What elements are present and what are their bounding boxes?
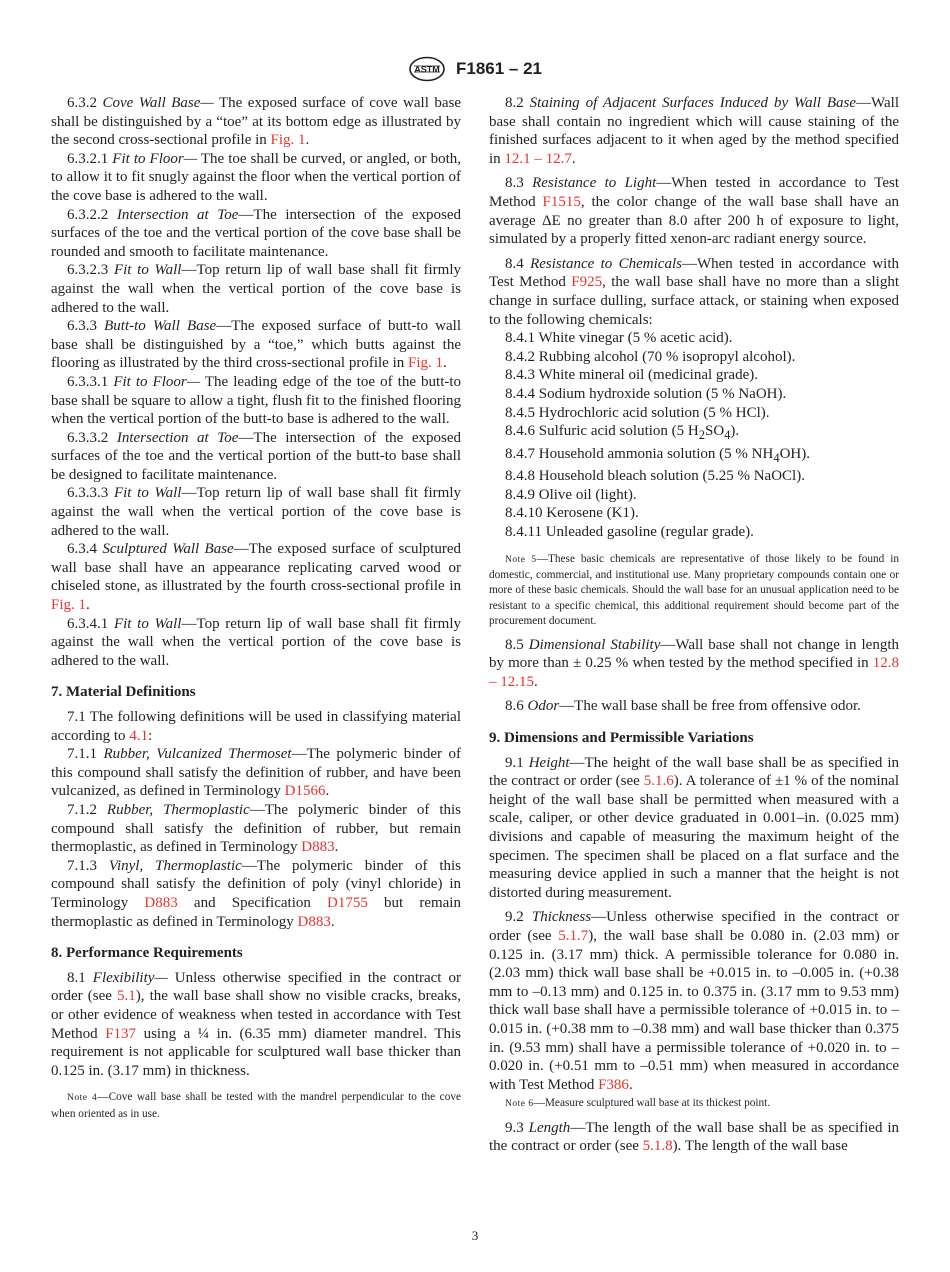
section-6-3-3-2: 6.3.3.2 Intersection at Toe—The intersection of the exposed surfaces of the toe and the vertical portion of the butt-to base shall be designed to facilitate maintenance. <box>51 429 461 483</box>
chemical-list <box>489 329 899 542</box>
heading-dimensions: 9. Dimensions and Permissible Variations <box>489 730 754 747</box>
section-6-3-2-2: 6.3.2.2 Intersection at Toe—The intersection of the exposed surfaces of the toe and the vertical portion of the cove base shall be rounded and smooth to facilitate maintenance. <box>51 206 461 260</box>
f137-link[interactable]: F137 <box>105 1025 137 1042</box>
section-8-4: 8.4 Resistance to Chemicals—When tested in accordance with Test Method F925, the wall base shall have no more than a slight change in surface dulling, surface attack, or staining when exposed to the following chemicals: <box>489 255 900 328</box>
note-5: Note 5—These basic chemicals are representative of those likely to be found in domestic, commercial, and institutional use. Many proprietary compounds contain one or more of these basic chemicals. Should the wall base for an unusual application need to be resistant to a specific chemical, this additional requirement should become part of the procurement document. <box>489 552 900 628</box>
ref-5-1-8-link[interactable]: 5.1.8 <box>642 1138 673 1155</box>
list-item: 8.4.7 Household ammonia solution (5 % $NH_4OH$). <box>505 445 810 465</box>
ref-12-1-link[interactable]: 12.1 – 12.7 <box>504 150 572 167</box>
fig-1-link[interactable]: Fig. 1 <box>408 355 444 372</box>
heading-performance-requirements: 8. Performance Requirements <box>51 945 243 962</box>
f1515-link[interactable]: F1515 <box>542 193 581 210</box>
right-column <box>489 94 899 1156</box>
section-8-5: 8.5 Dimensional Stability—Wall base shall not change in length by more than ± 0.25 % when tested by the method specified in 12.8 – 12.15. <box>489 636 899 690</box>
section-6-3-2-3: 6.3.2.3 Fit to Wall—Top return lip of wall base shall fit firmly against the wall when the vertical portion of the cove base is adhered to the wall. <box>51 262 461 316</box>
heading-material-definitions: 7. Material Definitions <box>51 684 196 701</box>
note-4: Note 4—Cove wall base shall be tested with the mandrel perpendicular to the cove when oriented as in use. <box>51 1091 461 1120</box>
section-9-1: 9.1 Height—The height of the wall base shall be as specified in the contract or order (see 5.1.6). A tolerance of ±1 % of the nominal height of the wall base shall be permitted when measured with a scale, caliper, or other device graduated in 0.001–in. (0.025 mm) divisions and capable of measuring the maximum height of the specimen. The specimen shall be placed on a flat surface and the measuring device applied in such a manner that the height is not distorted during measurement. <box>489 754 900 901</box>
d883-link[interactable]: D883 <box>297 913 331 930</box>
section-6-3-4-1: 6.3.4.1 Fit to Wall—Top return lip of wall base shall fit firmly against the wall when the vertical portion of the cove base is adhered to the wall. <box>51 615 461 669</box>
list-item: 8.4.5 Hydrochloric acid solution (5 % HCl). <box>505 404 770 421</box>
section-8-2: 8.2 Staining of Adjacent Surfaces Induced by Wall Base—Wall base shall contain no ingredient which will cause staining of the finished surfaces adjacent to it when aged by the method specified in 12.1 – 12.7. <box>489 95 899 167</box>
document-designation: F1861 – 21 <box>455 59 542 78</box>
list-item: 8.4.9 Olive oil (light). <box>505 486 637 503</box>
list-item: 8.4.2 Rubbing alcohol (70 % isopropyl alcohol). <box>505 348 796 365</box>
section-8-6: 8.6 Odor—The wall base shall be free from offensive odor. <box>505 698 861 715</box>
left-column <box>51 94 461 1128</box>
list-item: 8.4.1 White vinegar (5 % acetic acid). <box>505 330 733 347</box>
ref-5-1-link[interactable]: 5.1 <box>116 988 136 1005</box>
fig-1-link[interactable]: Fig. 1 <box>51 597 87 614</box>
f386-link[interactable]: F386 <box>598 1076 629 1093</box>
list-item: 8.4.6 Sulfuric acid solution (5 $H_2SO_4$). <box>505 423 740 443</box>
ref-4-1-link[interactable]: 4.1 <box>129 727 149 744</box>
ref-12-8-link[interactable]: 12.8 – 12.15 <box>489 655 899 690</box>
fig-1-link[interactable]: Fig. 1 <box>270 132 306 149</box>
list-item: 8.4.10 Kerosene (K1). <box>505 505 639 522</box>
note-6: Note 6—Measure sculptured wall base at its thickest point. <box>505 1097 771 1110</box>
d883-link[interactable]: D883 <box>144 894 178 911</box>
section-6-3-2: 6.3.2 Cove Wall Base— The exposed surface of cove wall base shall be distinguished by a “toe” at its bottom edge as illustrated by the second cross-sectional profile in Fig. 1. <box>51 95 462 149</box>
ref-5-1-6-link[interactable]: 5.1.6 <box>643 773 674 790</box>
f925-link[interactable]: F925 <box>571 274 603 291</box>
section-6-3-3: 6.3.3 Butt-to Wall Base—The exposed surface of butt-to wall base shall be distinguished by a “toe,” which butts against the flooring as illustrated by the third cross-sectional profile in Fig. 1. <box>51 318 461 372</box>
svg-text:ASTM: ASTM <box>414 64 440 75</box>
d1755-link[interactable]: D1755 <box>327 894 368 911</box>
astm-logo-icon <box>408 56 446 82</box>
section-9-2: 9.2 Thickness—Unless otherwise specified in the contract or order (see 5.1.7), the wall base shall be 0.080 in. (2.03 mm) or 0.125 in. (3.17 mm) thick. A permissible tolerance for 0.080 in. (2.03 mm) thick wall base shall be +0.015 in. to –0.005 in. (+0.38 mm to –0.13 mm) and 0.125 in. to 0.375 in. (3.17 mm to 9.53 mm) thick wall base shall have a permissible tolerance of +0.015 in. to –0.015 in. (+0.38 mm to –0.38 mm) and wall base thicker than 0.375 in. (9.53 mm) shall have a permissible tolerance of +0.020 in. to –0.020 in. (+0.51 mm to –0.51 mm) when measured in accordance with Test Method F386. <box>489 909 900 1093</box>
section-6-3-4: 6.3.4 Sculptured Wall Base—The exposed surface of sculptured wall base shall have an appearance replicating carved wood or chiseled stone, as illustrated by the fourth cross-sectional profile in Fig. 1. <box>51 541 461 614</box>
page-number: 3 <box>471 1228 479 1243</box>
section-8-3: 8.3 Resistance to Light—When tested in accordance to Test Method F1515, the color change of the wall base shall have an average ΔE no greater than 8.0 after 200 h of exposure to light, simulated by a properly fitted xenon-arc radiant energy source. <box>489 175 899 248</box>
section-8-1: 8.1 Flexibility— Unless otherwise specified in the contract or order (see 5.1), the wall base shall show no visible cracks, breaks, or other evidence of weakness when tested in accordance with Test Method F137 using a ¼ in. (6.35 mm) diameter mandrel. This requirement is not applicable for sculptured wall base thicker than 0.125 in. (3.17 mm) in thickness. <box>51 969 462 1079</box>
ref-5-1-7-link[interactable]: 5.1.7 <box>558 928 589 944</box>
section-6-3-3-3: 6.3.3.3 Fit to Wall—Top return lip of wall base shall fit firmly against the wall when the vertical portion of the cove base is adhered to the wall. <box>51 485 461 539</box>
section-7-1-3: 7.1.3 Vinyl, Thermoplastic—The polymeric binder of this compound shall satisfy the definition of poly (vinyl chloride) in Terminology D883 and Specification D1755 but remain thermoplastic as defined in Terminology D883. <box>51 857 462 930</box>
section-7-1-1: 7.1.1 Rubber, Vulcanized Thermoset—The polymeric binder of this compound shall satisfy the definition of rubber, and have been vulcanized, as defined in Terminology D1566. <box>51 746 462 800</box>
section-7-1: 7.1 The following definitions will be used in classifying material according to 4.1: <box>51 709 461 744</box>
list-item: 8.4.8 Household bleach solution (5.25 % NaOCl). <box>505 468 805 485</box>
page-header <box>0 56 950 82</box>
section-6-3-3-1: 6.3.3.1 Fit to Floor— The leading edge of the toe of the butt-to base shall be square to allow a tight, flush fit to the finished flooring when the vertical portion of the butt-to base is adhered to the wall. <box>51 373 462 428</box>
d883-link[interactable]: D883 <box>301 839 335 856</box>
d1566-link[interactable]: D1566 <box>284 783 326 800</box>
list-item: 8.4.3 White mineral oil (medicinal grade). <box>505 367 758 384</box>
section-6-3-2-1: 6.3.2.1 Fit to Floor— The toe shall be curved, or angled, or both, to allow it to fit snugly against the floor when the vertical portion of the cove base is adhered to the wall. <box>51 150 462 204</box>
list-item: 8.4.4 Sodium hydroxide solution (5 % NaOH). <box>505 385 787 402</box>
section-7-1-2: 7.1.2 Rubber, Thermoplastic—The polymeric binder of this compound shall satisfy the definition of rubber, but remain thermoplastic, as defined in Terminology D883. <box>51 801 462 856</box>
section-9-3: 9.3 Length—The length of the wall base shall be as specified in the contract or order (see 5.1.8). The length of the wall base <box>489 1119 900 1155</box>
list-item: 8.4.11 Unleaded gasoline (regular grade). <box>505 524 754 541</box>
